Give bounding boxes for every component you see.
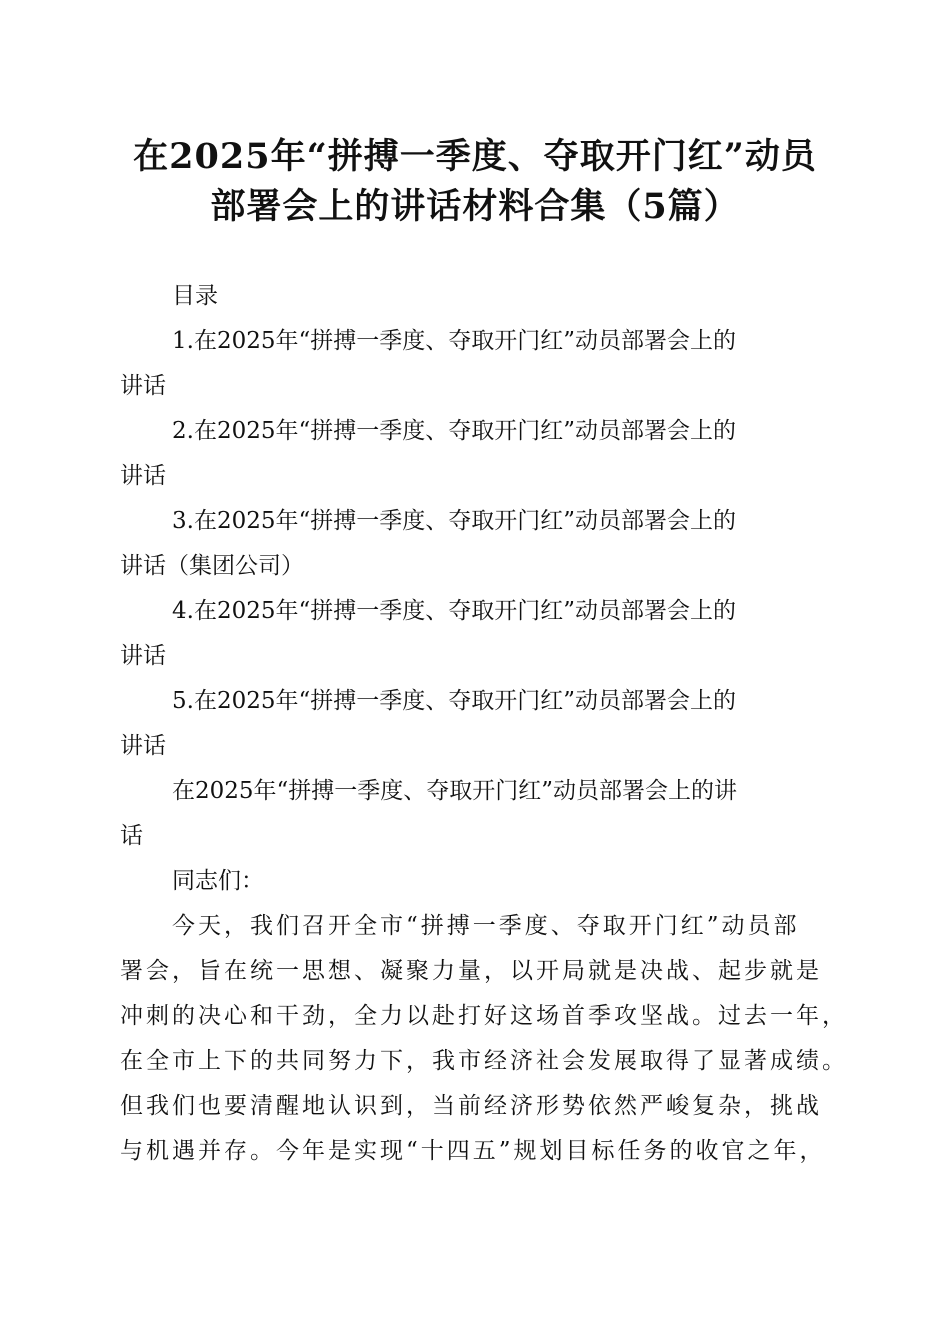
toc-item-5 <box>120 679 832 769</box>
body-line: 今天，我们召开全市“拼搏一季度、夺取开门红”动员部 <box>172 913 800 939</box>
salutation <box>120 859 832 904</box>
toc-item-2 <box>120 409 832 499</box>
toc-item-line: 5.在2025年“拼搏一季度、夺取开门红”动员部署会上的 <box>172 688 736 714</box>
body-line: 与机遇并存。今年是实现“十四五”规划目标任务的收官之年， <box>120 1138 826 1164</box>
toc-item-line: 讲话 <box>120 733 166 759</box>
title-line-2: 部署会上的讲话材料合集（5篇） <box>210 186 740 227</box>
title-line-1: 在2025年“拼搏一季度、夺取开门红”动员 <box>133 136 817 177</box>
section-title-line: 话 <box>120 823 143 849</box>
toc-item-1 <box>120 319 832 409</box>
body-line: 署会，旨在统一思想、凝聚力量，以开局就是决战、起步就是 <box>120 958 822 984</box>
toc-item-line: 讲话 <box>120 463 166 489</box>
document-title <box>100 132 850 232</box>
toc-item-3 <box>120 499 832 589</box>
toc-item-line: 1.在2025年“拼搏一季度、夺取开门红”动员部署会上的 <box>172 328 736 354</box>
body-line: 但我们也要清醒地认识到，当前经济形势依然严峻复杂，挑战 <box>120 1093 822 1119</box>
toc-item-line: 讲话 <box>120 643 166 669</box>
toc-item-line: 4.在2025年“拼搏一季度、夺取开门红”动员部署会上的 <box>172 598 736 624</box>
toc-item-line: 讲话 <box>120 373 166 399</box>
toc-item-4 <box>120 589 832 679</box>
document-body <box>120 274 848 1174</box>
section-title-line: 在2025年“拼搏一季度、夺取开门红”动员部署会上的讲 <box>172 778 738 804</box>
section-title <box>120 769 832 859</box>
body-line: 在全市上下的共同努力下，我市经济社会发展取得了显著成绩。 <box>120 1048 848 1074</box>
body-paragraph <box>120 904 848 1174</box>
toc-heading <box>120 274 832 319</box>
toc-item-line: 讲话（集团公司） <box>120 553 304 579</box>
toc-heading-text: 目录 <box>172 283 218 309</box>
salutation-text: 同志们： <box>172 868 264 894</box>
toc-item-line: 3.在2025年“拼搏一季度、夺取开门红”动员部署会上的 <box>172 508 736 534</box>
toc-item-line: 2.在2025年“拼搏一季度、夺取开门红”动员部署会上的 <box>172 418 736 444</box>
body-line: 冲刺的决心和干劲，全力以赴打好这场首季攻坚战。过去一年， <box>120 1003 848 1029</box>
